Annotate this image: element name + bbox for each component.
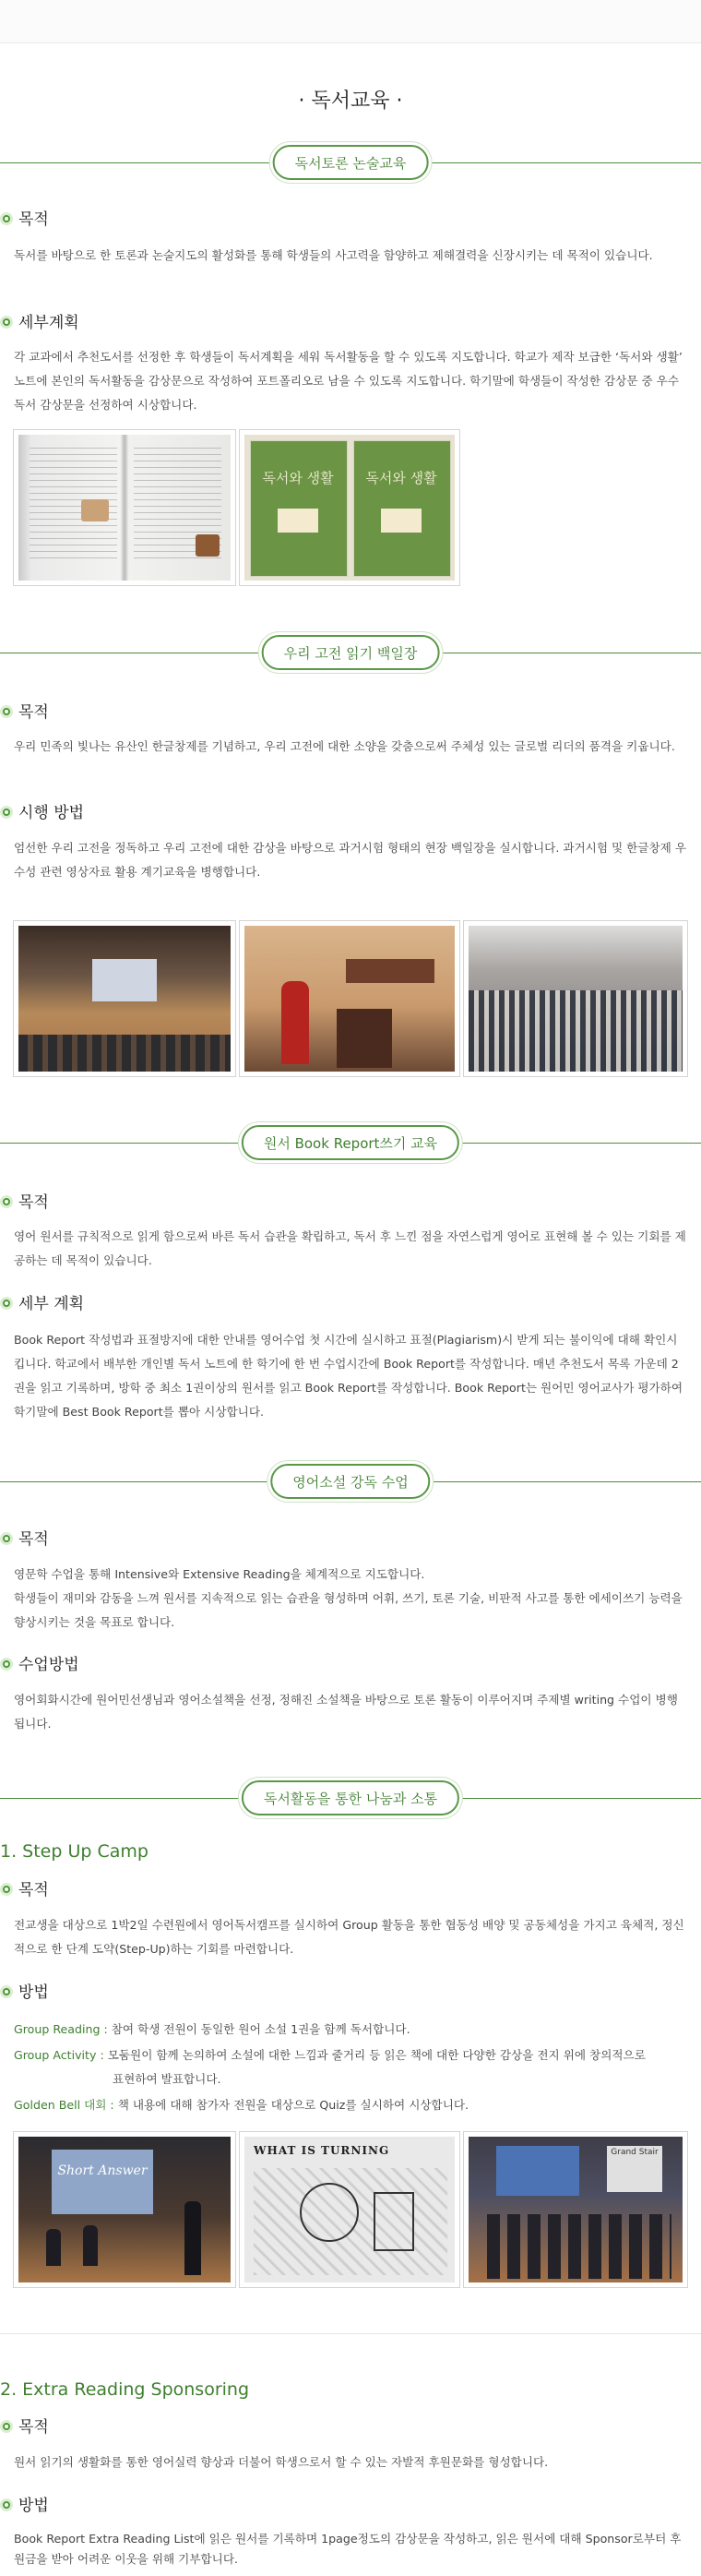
bullet-dot-icon (0, 1297, 13, 1310)
heading-detail-plan: 세부 계획 (0, 1293, 84, 1315)
bullet-dot-icon (0, 1532, 13, 1545)
book-cover-title: 독서와 생활 (262, 470, 334, 486)
paragraph-purpose: 독서를 바탕으로 한 토론과 논술지도의 활성화를 통해 학생들의 사고력을 함양하고 제해결력을 신장시키는 데 목적이 있습니다. (14, 248, 653, 262)
bullet-dot-icon (0, 705, 13, 718)
method-group-reading: Group Reading : 참여 학생 전원이 동일한 원어 소설 1권을 함께 독서합니다. (14, 2022, 410, 2036)
photo-exam-hall (464, 921, 687, 1076)
heading-purpose: 목적 (0, 1879, 49, 1901)
paragraph-purpose: 영어 원서를 규칙적으로 읽게 함으로써 바른 독서 습관을 확립하고, 독서 후 느낀 점을 자연스럽게 영어로 표현해 볼 수 있는 기회를 제공하는 데 목적이 있습니다. (14, 1229, 686, 1267)
method-group-activity-cont: 표현하여 발표합니다. (113, 2072, 221, 2086)
photo-stage-performer (240, 921, 459, 1076)
book-cover-title: 독서와 생활 (365, 470, 437, 486)
paragraph-detail-plan: Book Report 작성법과 표절방지에 대한 안내를 영어수업 첫 시간에 실시하고 표절(Plagiarism)시 받게 되는 불이익에 대해 확인시킵니다. 학교에서 배부한 개인별 독서 노트에 한 학기에 한 번 수업시간에 Book Report를 작성합니다. 매년 추천도서 목록 가운데 2권을 읽고 기록하며, 방학 중 최소 1권이상의 원서를 읽고 Book Report를 작성합니다. Book Report는 원어민 영어교사가 평가하여 학기말에 Best Book Report를 뽑아 시상합니다. (14, 1333, 683, 1419)
poster-text: WHAT IS TURNING (254, 2144, 390, 2157)
heading-purpose: 목적 (0, 2416, 49, 2438)
photo-group-students (464, 2132, 687, 2287)
bullet-dot-icon (0, 2498, 13, 2511)
heading-class-method: 수업방법 (0, 1654, 79, 1676)
board-text: Grand Stair (607, 2146, 662, 2192)
photo-auditorium-screen (14, 921, 235, 1076)
paragraph-class-method: 영어회화시간에 원어민선생님과 영어소설책을 선정, 정해진 소설책을 바탕으로 토론 활동이 이루어지며 주제별 writing 수업이 병행됩니다. (14, 1693, 678, 1731)
bullet-dot-icon (0, 2420, 13, 2433)
heading-method: 방법 (0, 2495, 49, 2517)
slide-text: Short Answer (52, 2150, 153, 2214)
section-pill-novel-class: 영어소설 강독 수업 (270, 1464, 430, 1499)
bullet-dot-icon (0, 316, 13, 329)
bullet-dot-icon (0, 1985, 13, 1998)
photo-notebook-open (14, 430, 235, 585)
paragraph-purpose: 원서 읽기의 생활화를 통한 영어실력 향상과 더불어 학생으로서 할 수 있는 자발적 후원문화를 형성합니다. (14, 2455, 549, 2469)
heading-purpose: 목적 (0, 209, 49, 231)
bullet-dot-icon (0, 806, 13, 819)
heading-method: 방법 (0, 1982, 49, 2004)
heading-purpose: 목적 (0, 701, 49, 724)
photo-notebook-covers (240, 430, 459, 585)
section-pill-debate: 독서토론 논술교육 (273, 145, 429, 180)
heading-purpose: 목적 (0, 1192, 49, 1214)
heading-detail-plan: 세부계획 (0, 312, 79, 334)
subsection-title-step-up-camp: 1. Step Up Camp (0, 1841, 149, 1862)
subsection-title-extra-reading: 2. Extra Reading Sponsoring (0, 2379, 250, 2400)
page-title: · 독서교육 · (298, 90, 403, 113)
paragraph-method: 엄선한 우리 고전을 정독하고 우리 고전에 대한 감상을 바탕으로 과거시험 형태의 현장 백일장을 실시합니다. 과거시험 및 한글창제 우수성 관련 영상자료 활용 계기교육을 병행합니다. (14, 841, 686, 879)
photo-quiz-stage (14, 2132, 235, 2287)
bullet-dot-icon (0, 1883, 13, 1896)
method-group-activity: Group Activity : 모둠원이 함께 논의하여 소설에 대한 느낌과 줄거리 등 읽은 책에 대한 다양한 감상을 전지 위에 창의적으로 (14, 2048, 646, 2062)
heading-method: 시행 방법 (0, 802, 84, 824)
bullet-dot-icon (0, 1195, 13, 1208)
bullet-dot-icon (0, 212, 13, 225)
paragraph-purpose: 우리 민족의 빛나는 유산인 한글창제를 기념하고, 우리 고전에 대한 소양을 갖춤으로써 주체성 있는 글로벌 리더의 품격을 키웁니다. (14, 739, 675, 753)
heading-purpose: 목적 (0, 1528, 49, 1551)
paragraph-detail-plan: 각 교과에서 추천도서를 선정한 후 학생들이 독서계획을 세워 독서활동을 할 수 있도록 지도합니다. 학교가 제작 보급한 ‘독서와 생활’ 노트에 본인의 독서활동을 감상문으로 작성하여 포트폴리오로 남을 수 있도록 지도합니다. 학기말에 학생들이 작성한 감상문 중 우수 독서 감상문을 선정하여 시상합니다. (14, 350, 683, 412)
section-pill-book-report: 원서 Book Report쓰기 교육 (242, 1125, 459, 1160)
paragraph-purpose: 영문학 수업을 통해 Intensive와 Extensive Reading을 체계적으로 지도합니다. (14, 1567, 425, 1581)
paragraph-method: Book Report Extra Reading List에 읽은 원서를 기록하며 1page정도의 감상문을 작성하고, 읽은 원서에 대해 Sponsor로부터 후원금을 받아 어려운 이웃을 위해 기부합니다. (14, 2532, 682, 2566)
paragraph-purpose: 전교생을 대상으로 1박2일 수련원에서 영어독서캠프를 실시하여 Group 활동을 통한 협동성 배양 및 공동체성을 가지고 육체적, 정신적으로 한 단계 도약(Step-Up)하는 기회를 마련합니다. (14, 1918, 684, 1956)
photo-group-poster (240, 2132, 459, 2287)
paragraph-purpose-cont: 학생들이 재미와 감동을 느껴 원서를 지속적으로 읽는 습관을 형성하며 어휘, 쓰기, 토론 기술, 비판적 사고를 통한 에세이쓰기 능력을 향상시키는 것을 목표로 합니다. (14, 1591, 683, 1629)
section-pill-sharing: 독서활동을 통한 나눔과 소통 (242, 1780, 459, 1815)
section-pill-classics: 우리 고전 읽기 백일장 (262, 635, 440, 670)
bullet-dot-icon (0, 1658, 13, 1671)
method-golden-bell: Golden Bell 대회 : 책 내용에 대해 참가자 전원을 대상으로 Quiz를 실시하여 시상합니다. (14, 2098, 469, 2112)
top-bar (0, 0, 701, 43)
subsection-separator (0, 2333, 701, 2334)
